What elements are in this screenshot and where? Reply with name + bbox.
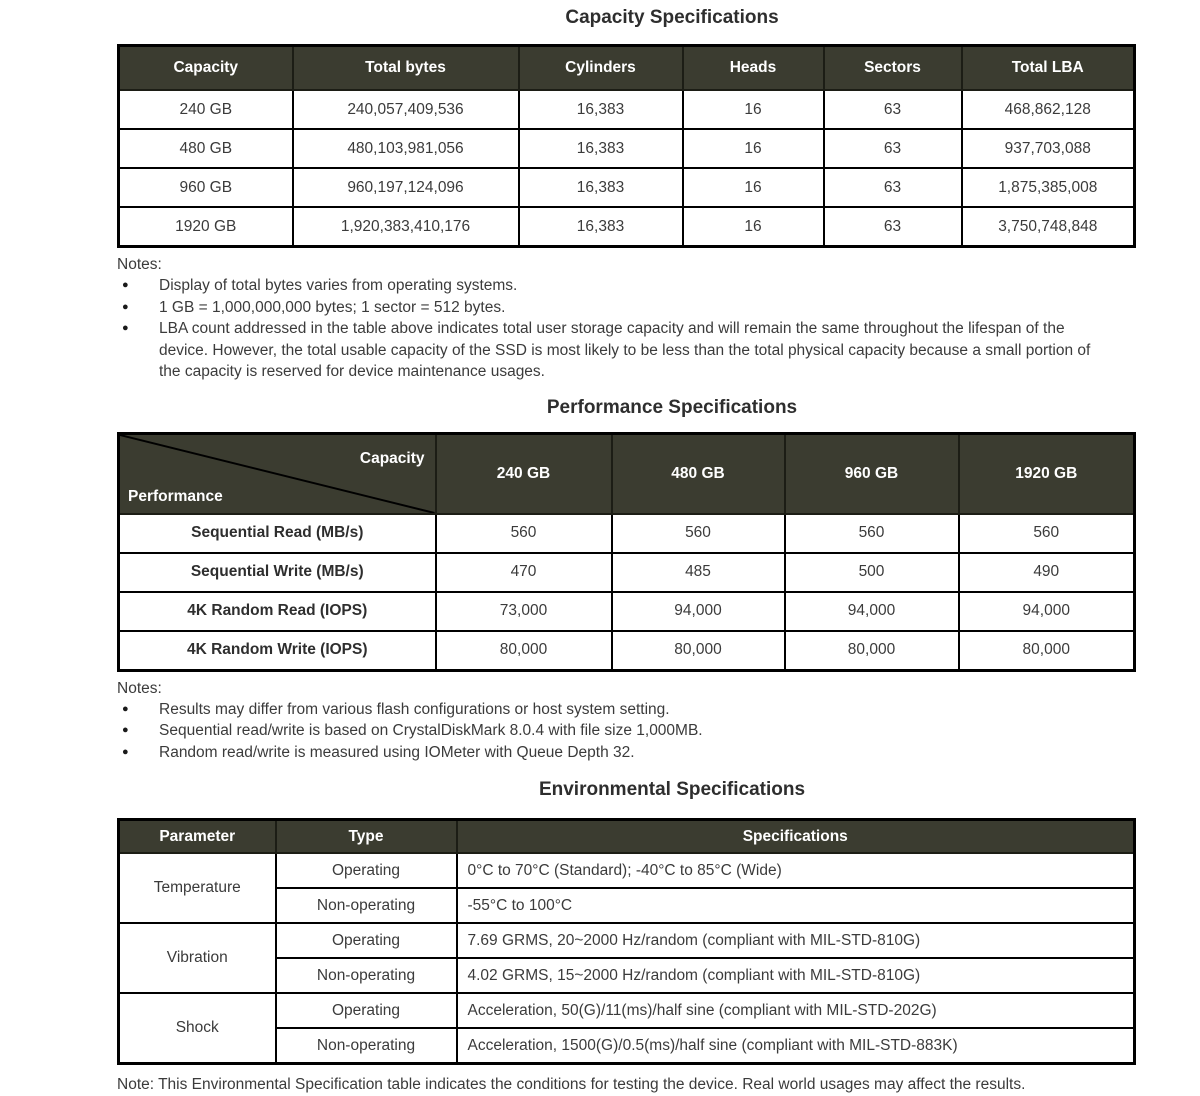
table-cell: 16 xyxy=(683,207,824,247)
table-cell: 480 GB xyxy=(119,129,293,168)
table-cell: 1,920,383,410,176 xyxy=(293,207,519,247)
bullet-icon: ● xyxy=(122,300,129,313)
type-cell: Operating xyxy=(276,993,457,1028)
column-header-960gb: 960 GB xyxy=(785,433,959,514)
parameter-cell-shock: Shock xyxy=(119,993,276,1064)
note-item xyxy=(117,720,1133,742)
diagonal-corner-cell xyxy=(119,433,436,514)
row-label: 4K Random Read (IOPS) xyxy=(119,592,436,631)
environmental-table-header-row xyxy=(119,820,1135,854)
table-cell: 480,103,981,056 xyxy=(293,129,519,168)
table-cell: 16 xyxy=(683,168,824,207)
performance-notes xyxy=(117,672,1133,766)
table-row xyxy=(119,592,1135,631)
spec-cell: -55°C to 100°C xyxy=(457,888,1135,923)
table-cell: 63 xyxy=(824,129,962,168)
column-header-heads: Heads xyxy=(683,46,824,91)
table-cell: 960,197,124,096 xyxy=(293,168,519,207)
column-header-cylinders: Cylinders xyxy=(519,46,683,91)
row-label: Sequential Read (MB/s) xyxy=(119,514,436,553)
table-cell: 1920 GB xyxy=(119,207,293,247)
capacity-section-title: Capacity Specifications xyxy=(565,7,779,28)
table-cell: 560 xyxy=(436,514,612,553)
table-row xyxy=(119,853,1135,888)
table-cell: 80,000 xyxy=(785,631,959,671)
bullet-icon: ● xyxy=(122,279,129,291)
spec-cell: 0°C to 70°C (Standard); -40°C to 85°C (Wide) xyxy=(457,853,1135,888)
table-cell: 485 xyxy=(612,553,785,592)
column-header-240gb: 240 GB xyxy=(436,433,612,514)
note-text: Random read/write is measured using IOMeter with Queue Depth 32. xyxy=(159,743,635,761)
column-header-total-bytes: Total bytes xyxy=(293,46,519,91)
page-content xyxy=(117,0,1133,1096)
table-cell: 80,000 xyxy=(436,631,612,671)
spec-cell: 4.02 GRMS, 15~2000 Hz/random (compliant with MIL-STD-810G) xyxy=(457,958,1135,993)
table-cell: 937,703,088 xyxy=(962,129,1135,168)
note-item xyxy=(117,699,1133,721)
bullet-icon: ● xyxy=(122,745,129,758)
performance-table xyxy=(117,432,1136,672)
corner-label-performance: Performance xyxy=(128,487,223,505)
table-cell: 560 xyxy=(612,514,785,553)
table-row xyxy=(119,129,1135,168)
column-header-1920gb: 1920 GB xyxy=(959,433,1135,514)
type-cell: Non-operating xyxy=(276,1028,457,1064)
row-label: 4K Random Write (IOPS) xyxy=(119,631,436,671)
table-row xyxy=(119,207,1135,247)
environmental-table xyxy=(117,818,1136,1065)
column-header-capacity: Capacity xyxy=(119,46,293,91)
table-cell: 468,862,128 xyxy=(962,90,1135,129)
table-cell: 3,750,748,848 xyxy=(962,207,1135,247)
bullet-icon: ● xyxy=(122,724,129,736)
capacity-table-header-row xyxy=(119,46,1135,91)
type-cell: Operating xyxy=(276,923,457,958)
table-cell: 63 xyxy=(824,207,962,247)
table-cell: 490 xyxy=(959,553,1135,592)
table-cell: 16 xyxy=(683,129,824,168)
performance-table-header-row xyxy=(119,433,1135,514)
table-cell: 16,383 xyxy=(519,129,683,168)
bullet-icon: ● xyxy=(122,702,129,715)
table-cell: 560 xyxy=(959,514,1135,553)
table-cell: 560 xyxy=(785,514,959,553)
table-cell: 63 xyxy=(824,90,962,129)
environmental-section-title: Environmental Specifications xyxy=(538,779,806,800)
performance-section-title: Performance Specifications xyxy=(546,396,798,418)
table-cell: 73,000 xyxy=(436,592,612,631)
note-text: Results may differ from various flash configurations or host system setting. xyxy=(159,700,670,718)
table-cell: 94,000 xyxy=(785,592,959,631)
capacity-notes xyxy=(117,248,1133,385)
column-header-specifications: Specifications xyxy=(457,820,1135,854)
spec-cell: Acceleration, 50(G)/11(ms)/half sine (compliant with MIL-STD-202G) xyxy=(457,993,1135,1028)
capacity-table xyxy=(117,44,1136,248)
notes-label: Notes: xyxy=(117,256,162,273)
parameter-cell-temperature: Temperature xyxy=(119,853,276,923)
column-header-parameter: Parameter xyxy=(119,820,276,854)
environmental-footer-note: Note: This Environmental Specification table indicates the conditions for testing the device. Real world usages may affect the results. xyxy=(117,1076,1026,1093)
column-header-type: Type xyxy=(276,820,457,854)
type-cell: Operating xyxy=(276,853,457,888)
table-cell: 63 xyxy=(824,168,962,207)
table-row xyxy=(119,514,1135,553)
table-row xyxy=(119,631,1135,671)
table-cell: 80,000 xyxy=(612,631,785,671)
column-header-sectors: Sectors xyxy=(824,46,962,91)
note-item xyxy=(117,318,1133,383)
table-row xyxy=(119,168,1135,207)
bullet-icon: ● xyxy=(122,322,129,334)
table-row xyxy=(119,993,1135,1028)
table-cell: 470 xyxy=(436,553,612,592)
note-text: Display of total bytes varies from operating systems. xyxy=(159,277,518,294)
row-label: Sequential Write (MB/s) xyxy=(119,553,436,592)
notes-label: Notes: xyxy=(117,679,162,697)
type-cell: Non-operating xyxy=(276,888,457,923)
table-cell: 94,000 xyxy=(612,592,785,631)
note-item xyxy=(117,742,1133,764)
column-header-total-lba: Total LBA xyxy=(962,46,1135,91)
note-item xyxy=(117,297,1133,319)
table-cell: 16,383 xyxy=(519,207,683,247)
type-cell: Non-operating xyxy=(276,958,457,993)
note-text: Sequential read/write is based on CrystalDiskMark 8.0.4 with file size 1,000MB. xyxy=(159,722,703,739)
column-header-480gb: 480 GB xyxy=(612,433,785,514)
table-row xyxy=(119,923,1135,958)
table-cell: 16,383 xyxy=(519,168,683,207)
note-item xyxy=(117,275,1133,297)
table-cell: 240 GB xyxy=(119,90,293,129)
parameter-cell-vibration: Vibration xyxy=(119,923,276,993)
table-cell: 1,875,385,008 xyxy=(962,168,1135,207)
spec-cell: 7.69 GRMS, 20~2000 Hz/random (compliant with MIL-STD-810G) xyxy=(457,923,1135,958)
table-cell: 240,057,409,536 xyxy=(293,90,519,129)
table-row xyxy=(119,90,1135,129)
table-cell: 960 GB xyxy=(119,168,293,207)
table-cell: 500 xyxy=(785,553,959,592)
table-cell: 94,000 xyxy=(959,592,1135,631)
note-text: LBA count addressed in the table above indicates total user storage capacity and will remain the same throughout the lifespan of the device. However, the total usable capacity of the SSD is most likely to be less than the total physical capacity because a small portion of the capacity is reserved for device maintenance usages. xyxy=(159,320,1091,380)
table-row xyxy=(119,553,1135,592)
table-cell: 16 xyxy=(683,90,824,129)
corner-label-capacity: Capacity xyxy=(359,449,425,467)
note-text: 1 GB = 1,000,000,000 bytes; 1 sector = 512 bytes. xyxy=(159,298,506,316)
table-cell: 80,000 xyxy=(959,631,1135,671)
table-cell: 16,383 xyxy=(519,90,683,129)
spec-cell: Acceleration, 1500(G)/0.5(ms)/half sine (compliant with MIL-STD-883K) xyxy=(457,1028,1135,1064)
